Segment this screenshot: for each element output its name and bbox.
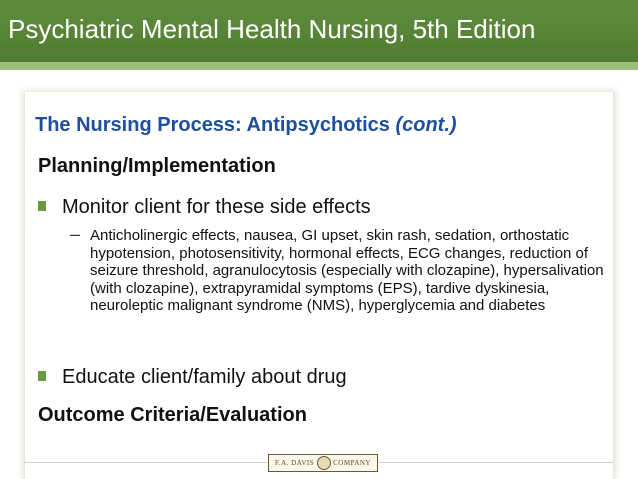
section-heading-outcome: Outcome Criteria/Evaluation bbox=[38, 404, 307, 426]
dash-bullet-icon: – bbox=[70, 224, 81, 244]
slide-title-suffix: (cont.) bbox=[395, 114, 457, 136]
bullet-monitor bbox=[38, 196, 371, 219]
publisher-logo bbox=[268, 454, 378, 472]
header-band bbox=[0, 62, 638, 70]
square-bullet-icon bbox=[38, 201, 46, 211]
header-bar bbox=[0, 0, 638, 70]
square-bullet-icon bbox=[38, 371, 46, 381]
logo-emblem-icon bbox=[317, 456, 331, 470]
bullet-monitor-text: Monitor client for these side effects bbox=[62, 196, 371, 218]
logo-text-right: COMPANY bbox=[333, 459, 371, 467]
slide-title-main: The Nursing Process: Antipsychotics bbox=[35, 114, 390, 136]
slide-title bbox=[35, 114, 457, 137]
bullet-educate bbox=[38, 366, 347, 389]
logo-text-left: F.A. DAVIS bbox=[275, 459, 315, 467]
bullet-educate-text: Educate client/family about drug bbox=[62, 366, 347, 388]
presentation-title: Psychiatric Mental Health Nursing, 5th Edition bbox=[8, 14, 536, 44]
side-effects-list: Anticholinergic effects, nausea, GI upset, skin rash, sedation, orthostatic hypotension, photosensitivity, hormonal effects, ECG changes, reduction of seizure threshold, agranulocytosis (especially with clozapine), hypersalivation (with clozapine), extrapyramidal symptoms (EPS), tardive dyskinesia, neuroleptic malignant syndrome (NMS), hyperglycemia and diabetes bbox=[90, 227, 604, 314]
section-heading-planning: Planning/Implementation bbox=[38, 155, 276, 177]
